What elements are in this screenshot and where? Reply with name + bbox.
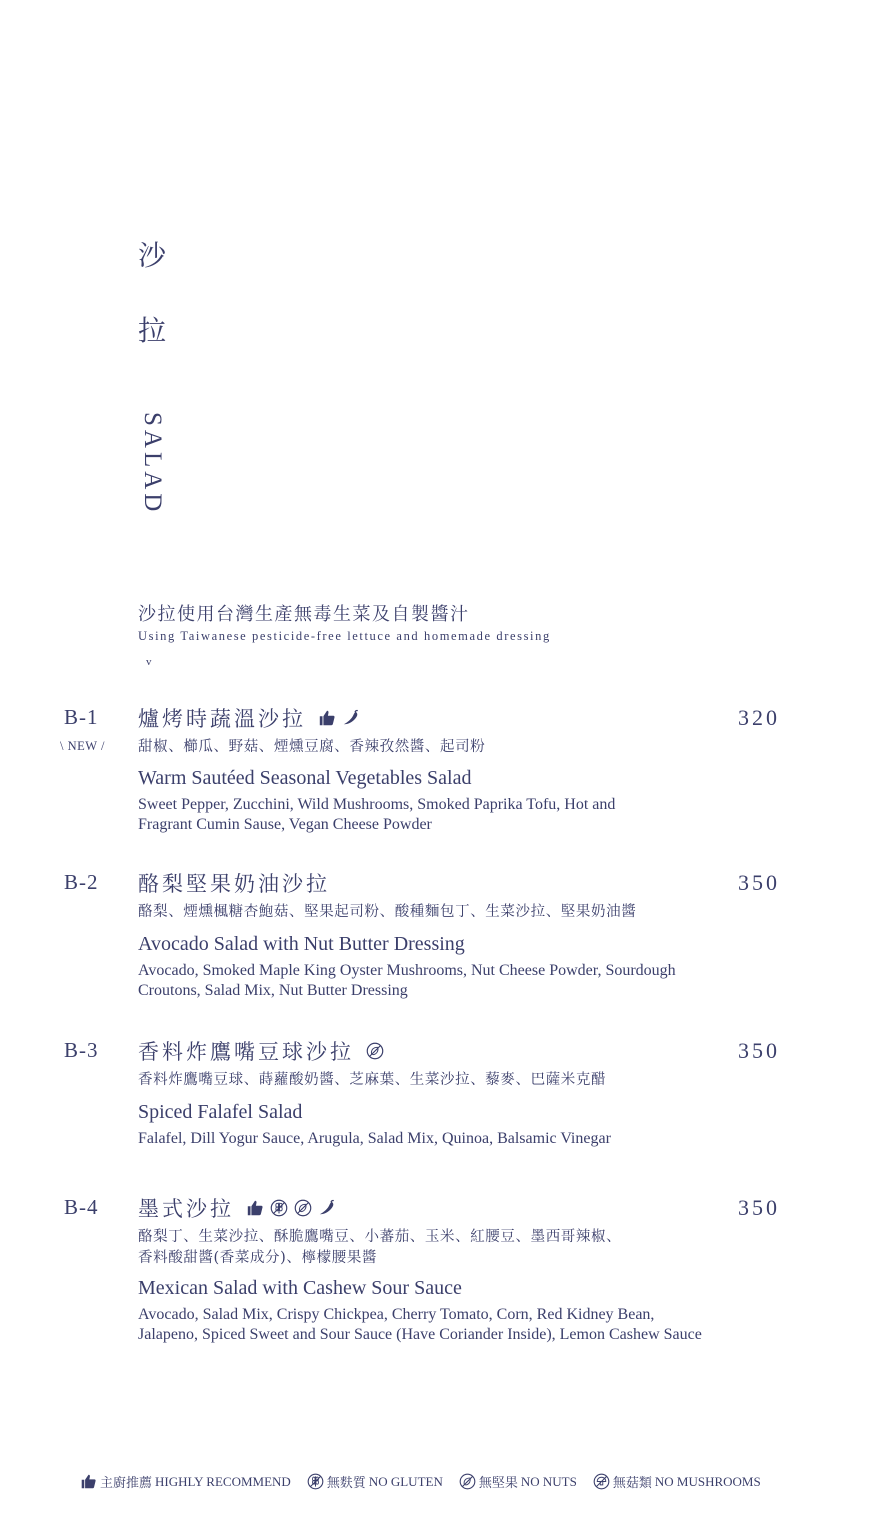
item-code: B-4 [64,1195,99,1219]
item-name-en: Spiced Falafel Salad [138,1101,303,1123]
item-price: 350 [738,1195,780,1220]
no-gluten-icon [270,1199,288,1217]
legend-highly-recommend [80,1472,291,1491]
thumbs-up-icon [318,709,336,727]
chili-icon [318,1199,336,1217]
item-ingredients-en-line2: Croutons, Salad Mix, Nut Butter Dressing [138,982,408,999]
item-name-cn [138,1036,384,1066]
new-badge: \ NEW / [60,739,105,753]
no-nuts-icon [294,1199,312,1217]
legend-no-nuts [459,1472,577,1491]
legend-en: NO NUTS [520,1473,577,1489]
item-price: 350 [738,870,780,895]
item-name-en: Warm Sautéed Seasonal Vegetables Salad [138,767,472,789]
item-ingredients-en-line2: Jalapeno, Spiced Sweet and Sour Sauce (Have Coriander Inside), Lemon Cashew Sauce [138,1326,702,1343]
legend-cn: 無堅果 [478,1475,518,1490]
legend-no-mushrooms [593,1472,761,1491]
item-price: 350 [738,1038,780,1063]
title-cn-char-1: 沙 [138,239,167,272]
title-en: SALAD [139,412,166,516]
item-icons [366,1042,384,1060]
item-name-cn [138,1193,336,1223]
no-nuts-icon [366,1042,384,1060]
item-name-cn-text: 爐烤時蔬溫沙拉 [138,707,306,731]
no-mushrooms-icon [593,1473,610,1490]
legend-cn: 無麩質 [326,1475,366,1490]
item-name-cn-text: 香料炸鷹嘴豆球沙拉 [138,1040,354,1064]
item-ingredients-en-line1: Avocado, Salad Mix, Crispy Chickpea, Cherry Tomato, Corn, Red Kidney Bean, [138,1306,655,1323]
intro-mark: v [146,656,152,668]
item-name-en: Avocado Salad with Nut Butter Dressing [138,933,465,955]
item-ingredients-cn-line1: 酪梨丁、生菜沙拉、酥脆鷹嘴豆、小蕃茄、玉米、紅腰豆、墨西哥辣椒、 [138,1229,622,1245]
item-ingredients-cn: 香料炸鷹嘴豆球、蒔蘿酸奶醬、芝麻葉、生菜沙拉、藜麥、巴薩米克醋 [138,1072,607,1088]
legend-en: HIGHLY RECOMMEND [155,1473,291,1489]
item-ingredients-en-line2: Fragrant Cumin Sause, Vegan Cheese Powder [138,816,432,833]
legend-cn: 主廚推薦 [100,1475,153,1490]
item-price: 320 [738,705,780,730]
icon-legend [80,1472,777,1491]
legend-en: NO MUSHROOMS [654,1473,761,1489]
item-ingredients-en-line1: Sweet Pepper, Zucchini, Wild Mushrooms, Smoked Paprika Tofu, Hot and [138,796,616,813]
legend-en: NO GLUTEN [368,1473,443,1489]
item-icons [318,709,360,727]
intro-cn: 沙拉使用台灣生產無毒生菜及自製醬汁 [138,604,470,625]
chili-icon [342,709,360,727]
item-code: B-2 [64,870,99,894]
item-ingredients-cn: 甜椒、櫛瓜、野菇、煙燻豆腐、香辣孜然醬、起司粉 [138,739,486,755]
thumbs-up-icon [80,1473,97,1490]
item-code: B-3 [64,1038,99,1062]
item-ingredients-en-line1: Avocado, Smoked Maple King Oyster Mushrooms, Nut Cheese Powder, Sourdough [138,962,676,979]
item-code: B-1 [64,705,99,729]
item-icons [246,1199,336,1217]
item-ingredients-cn-line2: 香料酸甜醬(香菜成分)、檸檬腰果醬 [138,1250,378,1266]
item-name-cn-text: 酪梨堅果奶油沙拉 [138,872,330,896]
item-name-cn [138,868,330,898]
no-nuts-icon [459,1473,476,1490]
item-ingredients-cn: 酪梨、煙燻楓糖杏鮑菇、堅果起司粉、酸種麵包丁、生菜沙拉、堅果奶油醬 [138,904,637,920]
item-name-cn-text: 墨式沙拉 [138,1197,234,1221]
legend-no-gluten [307,1472,443,1491]
title-cn-char-2: 拉 [138,314,167,347]
thumbs-up-icon [246,1199,264,1217]
no-gluten-icon [307,1473,324,1490]
intro-en: Using Taiwanese pesticide-free lettuce and homemade dressing [138,629,551,643]
item-ingredients-en-line1: Falafel, Dill Yogur Sauce, Arugula, Salad Mix, Quinoa, Balsamic Vinegar [138,1130,611,1147]
item-name-cn [138,703,360,733]
legend-cn: 無菇類 [612,1475,652,1490]
item-name-en: Mexican Salad with Cashew Sour Sauce [138,1277,462,1299]
